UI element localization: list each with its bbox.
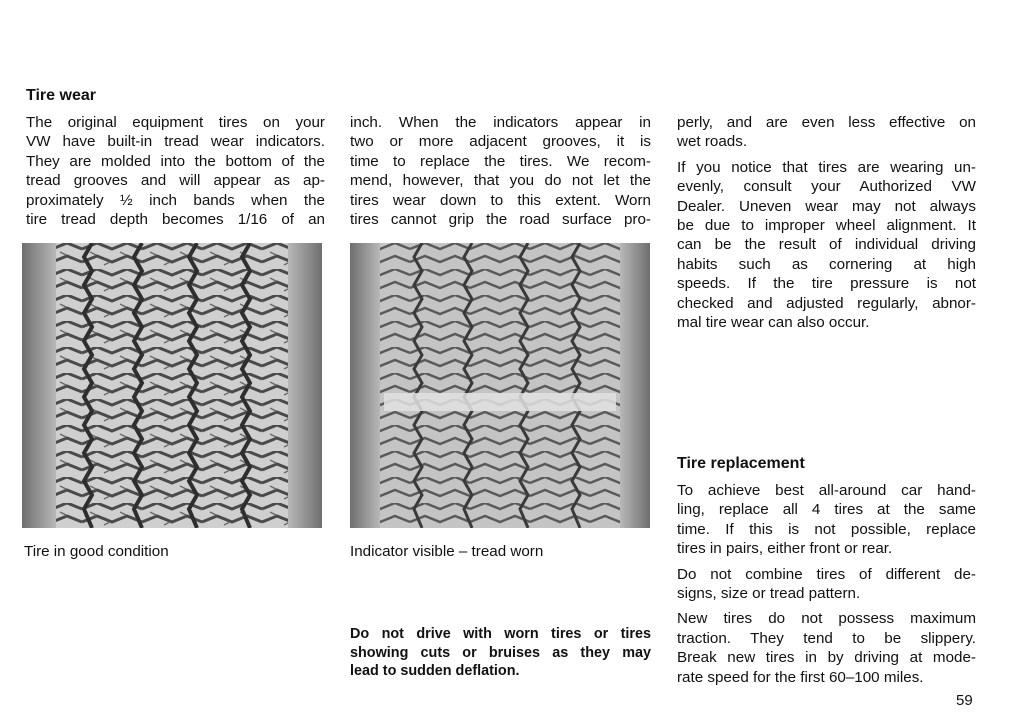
uneven-wear-paragraph [677, 158, 976, 333]
text-line: tread grooves and will appear as ap- [26, 172, 325, 190]
photo-tire-good-condition [22, 243, 322, 528]
text-line: time to replace the tires. We recom- [350, 152, 651, 170]
text-line: rate speed for the first 60–100 miles. [677, 668, 924, 686]
text-line: Break new tires in by driving at mode- [677, 649, 976, 667]
replacement-paragraph-3 [677, 609, 976, 687]
text-line: habits such as cornering at high [677, 255, 976, 273]
text-line: evenly, consult your Authorized VW [677, 178, 976, 196]
text-line: Do not combine tires of different de- [677, 565, 976, 583]
text-line: inch. When the indicators appear in [350, 114, 651, 131]
text-line: mal tire wear can also occur. [677, 314, 870, 332]
text-line: tires cannot grip the road surface pro- [350, 211, 651, 229]
column-right-upper [677, 113, 976, 332]
text-line: mend, however, that you do not let the [350, 172, 651, 190]
text-line: signs, size or tread pattern. [677, 585, 861, 603]
text-line: tires wear down to this extent. Worn [350, 191, 651, 209]
tire-wear-paragraph [26, 113, 325, 229]
photo-tire-indicator-visible [350, 243, 650, 528]
text-line: can be the result of individual driving [677, 236, 976, 254]
tire-wear-paragraph-continued [350, 113, 651, 229]
column-middle [350, 113, 651, 229]
text-line: To achieve best all-around car hand- [677, 482, 976, 499]
page-number: 59 [956, 692, 973, 709]
text-line: proximately ½ inch bands when the [26, 191, 325, 209]
tire-wear-paragraph-end [677, 113, 976, 152]
text-line: Dealer. Uneven wear may not always [677, 197, 976, 215]
text-line: checked and adjusted regularly, abnor- [677, 294, 976, 312]
text-line: VW have built-in tread wear indicators. [26, 133, 325, 151]
text-line: The original equipment tires on your [26, 114, 325, 131]
text-line: time. If this is not possible, replace [677, 520, 976, 538]
warning-line: Do not drive with worn tires or tires [350, 626, 651, 642]
tire-tread-image [22, 243, 322, 528]
text-line: two or more adjacent grooves, it is [350, 133, 651, 151]
text-line: speeds. If the tire pressure is not [677, 275, 976, 293]
text-line: be due to improper wheel alignment. It [677, 217, 976, 235]
warning-line: lead to sudden deflation. [350, 663, 520, 680]
text-line: perly, and are even less effective on [677, 114, 976, 131]
text-line: If you notice that tires are wearing un- [677, 158, 976, 176]
worn-tire-tread-image [350, 243, 650, 528]
section-heading-tire-wear: Tire wear [26, 87, 96, 104]
text-line: They are molded into the bottom of the [26, 152, 325, 170]
replacement-paragraph-1 [677, 481, 976, 559]
text-line: tire tread depth becomes 1/16 of an [26, 211, 325, 229]
text-line: ling, replace all 4 tires at the same [677, 501, 976, 519]
column-right-lower [677, 454, 976, 687]
warning-line: showing cuts or bruises as they may [350, 644, 651, 661]
text-line: traction. They tend to be slippery. [677, 629, 976, 647]
safety-warning [350, 625, 651, 681]
text-line: New tires do not possess maximum [677, 610, 976, 628]
wear-indicator-band [384, 393, 616, 411]
section-heading-tire-replacement: Tire replacement [677, 455, 805, 472]
caption-good-condition: Tire in good condition [24, 543, 169, 560]
caption-indicator-visible: Indicator visible – tread worn [350, 543, 544, 560]
text-line: wet roads. [677, 133, 748, 151]
replacement-paragraph-2 [677, 565, 976, 604]
text-line: tires in pairs, either front or rear. [677, 540, 893, 558]
column-left [26, 86, 325, 229]
